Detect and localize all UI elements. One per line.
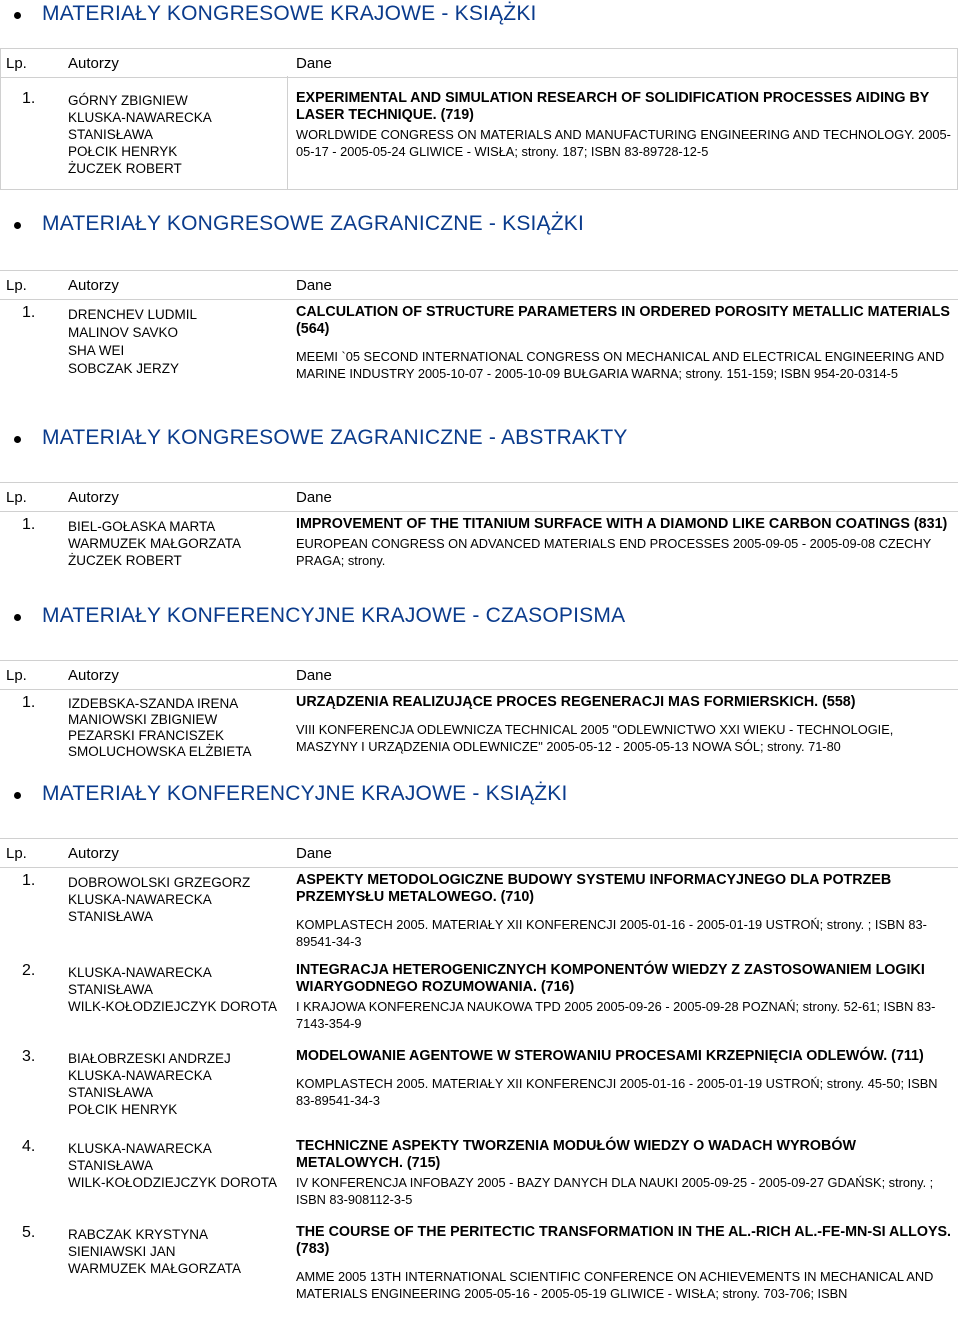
header-data: Dane <box>296 277 332 294</box>
header-authors: Autorzy <box>68 489 119 506</box>
publication-table <box>0 838 958 1338</box>
bullet-icon <box>14 792 21 799</box>
header-data: Dane <box>296 667 332 684</box>
author: WARMUZEK MAŁGORZATA <box>68 1261 242 1276</box>
header-data: Dane <box>296 55 332 72</box>
author: STANISŁAWA <box>68 1158 154 1173</box>
row-data <box>296 90 951 160</box>
table-header <box>0 48 958 78</box>
table-header <box>0 482 958 512</box>
author: SIENIAWSKI JAN <box>68 1244 176 1259</box>
author: MALINOV SAVKO <box>68 325 179 340</box>
author: BIAŁOBRZESKI ANDRZEJ <box>68 1051 231 1066</box>
table-header <box>0 270 958 300</box>
publication-info: I KRAJOWA KONFERENCJA NAUKOWA TPD 2005 2005-09-26 - 2005-09-28 POZNAŃ; strony. 52-61; ISBN 83-7143-354-9 <box>296 999 936 1031</box>
author: PEZARSKI FRANCISZEK <box>68 728 225 743</box>
author: KLUSKA-NAWARECKA <box>68 1141 212 1156</box>
publication-info: IV KONFERENCJA INFOBAZY 2005 - BAZY DANYCH DLA NAUKI 2005-09-25 - 2005-09-27 GDAŃSK; strony. ; ISBN 83-908112-3-5 <box>296 1175 934 1207</box>
publication-table <box>0 270 958 408</box>
section-title <box>0 602 960 636</box>
publication-info: EUROPEAN CONGRESS ON ADVANCED MATERIALS END PROCESSES 2005-09-05 - 2005-09-08 CZECHY PRAGA; strony. <box>296 536 932 568</box>
header-lp: Lp. <box>6 55 27 72</box>
publication-title: TECHNICZNE ASPEKTY TWORZENIA MODUŁÓW WIEDZY O WADACH WYROBÓW METALOWYCH. (715) <box>296 1138 856 1171</box>
row-data <box>296 962 951 1032</box>
bullet-icon <box>14 614 21 621</box>
row-number: 1. <box>22 90 36 107</box>
row-authors <box>68 1140 288 1191</box>
row-authors <box>68 306 288 378</box>
section-title-text: MATERIAŁY KONGRESOWE ZAGRANICZNE - KSIĄŻKI <box>42 212 585 235</box>
author: GÓRNY ZBIGNIEW <box>68 93 188 108</box>
author: STANISŁAWA <box>68 982 154 997</box>
row-authors <box>68 696 288 760</box>
row-number: 1. <box>22 516 36 533</box>
publication-table <box>0 660 958 770</box>
author: RABCZAK KRYSTYNA <box>68 1227 209 1242</box>
row-data <box>296 304 951 382</box>
header-authors: Autorzy <box>68 667 119 684</box>
section-title-text: MATERIAŁY KONFERENCYJNE KRAJOWE - CZASOPISMA <box>42 604 626 627</box>
author: BIEL-GOŁASKA MARTA <box>68 519 216 534</box>
section-title <box>0 0 960 34</box>
author: STANISŁAWA <box>68 127 154 142</box>
author: WILK-KOŁODZIEJCZYK DOROTA <box>68 1175 278 1190</box>
section-konferencyjne-krajowe-czasopisma <box>0 602 960 772</box>
publication-table <box>0 48 958 190</box>
author: KLUSKA-NAWARECKA <box>68 1068 212 1083</box>
header-lp: Lp. <box>6 667 27 684</box>
row-number: 1. <box>22 694 36 711</box>
row-authors <box>68 874 288 925</box>
header-authors: Autorzy <box>68 845 119 862</box>
author: WILK-KOŁODZIEJCZYK DOROTA <box>68 999 278 1014</box>
row-authors <box>68 92 288 177</box>
row-number: 2. <box>22 962 36 979</box>
row-number: 3. <box>22 1048 36 1065</box>
author: ŻUCZEK ROBERT <box>68 161 182 176</box>
row-authors <box>68 1226 288 1277</box>
publication-table <box>0 482 958 592</box>
publication-title: CALCULATION OF STRUCTURE PARAMETERS IN ORDERED POROSITY METALLIC MATERIALS (564) <box>296 304 950 337</box>
bullet-icon <box>14 12 21 19</box>
header-data: Dane <box>296 845 332 862</box>
publication-title: THE COURSE OF THE PERITECTIC TRANSFORMATION IN THE AL.-RICH AL.-FE-MN-SI ALLOYS. (783) <box>296 1224 951 1257</box>
row-number: 1. <box>22 872 36 889</box>
row-authors <box>68 964 288 1015</box>
row-authors <box>68 1050 288 1118</box>
row-number: 5. <box>22 1224 36 1241</box>
section-title-text: MATERIAŁY KONFERENCYJNE KRAJOWE - KSIĄŻKI <box>42 782 568 805</box>
section-kongresowe-krajowe-ksiazki <box>0 0 960 192</box>
section-title <box>0 210 960 244</box>
publication-title: ASPEKTY METODOLOGICZNE BUDOWY SYSTEMU INFORMACYJNEGO DLA POTRZEB PRZEMYSŁU METALOWEGO. (710) <box>296 872 892 905</box>
section-title <box>0 780 960 814</box>
table-header <box>0 838 958 868</box>
publication-title: IMPROVEMENT OF THE TITANIUM SURFACE WITH A DIAMOND LIKE CARBON COATINGS (831) <box>296 516 948 532</box>
author: WARMUZEK MAŁGORZATA <box>68 536 242 551</box>
author: STANISŁAWA <box>68 1085 154 1100</box>
publication-title: URZĄDZENIA REALIZUJĄCE PROCES REGENERACJI MAS FORMIERSKICH. (558) <box>296 694 856 710</box>
publication-info: VIII KONFERENCJA ODLEWNICZA TECHNICAL 2005 "ODLEWNICTWO XXI WIEKU - TECHNOLOGIE, MASZYNY I URZĄDZENIA ODLEWNICZE" 2005-05-12 - 2005-05-13 NOWA SÓL; strony. 71-80 <box>296 722 894 754</box>
publication-info: MEEMI `05 SECOND INTERNATIONAL CONGRESS ON MECHANICAL AND ELECTRICAL ENGINEERING AND MARINE INDUSTRY 2005-10-07 - 2005-10-09 BUŁGARIA WARNA; strony. 151-159; ISBN 954-20-0314-5 <box>296 349 945 381</box>
section-kongresowe-zagraniczne-ksiazki <box>0 210 960 410</box>
author: KLUSKA-NAWARECKA <box>68 892 212 907</box>
author: IZDEBSKA-SZANDA IRENA <box>68 696 239 711</box>
table-header <box>0 660 958 690</box>
author: SHA WEI <box>68 343 125 358</box>
row-data <box>296 872 951 950</box>
header-authors: Autorzy <box>68 55 119 72</box>
bullet-icon <box>14 222 21 229</box>
author: POŁCIK HENRYK <box>68 1102 178 1117</box>
row-data <box>296 1048 951 1109</box>
section-kongresowe-zagraniczne-abstrakty <box>0 424 960 594</box>
row-data <box>296 516 951 569</box>
bullet-icon <box>14 436 21 443</box>
row-number: 1. <box>22 304 36 321</box>
header-lp: Lp. <box>6 489 27 506</box>
author: ŻUCZEK ROBERT <box>68 553 182 568</box>
publication-title: EXPERIMENTAL AND SIMULATION RESEARCH OF SOLIDIFICATION PROCESSES AIDING BY LASER TECHNIQUE. (719) <box>296 90 930 123</box>
author: DRENCHEV LUDMIL <box>68 307 198 322</box>
publication-info: AMME 2005 13TH INTERNATIONAL SCIENTIFIC CONFERENCE ON ACHIEVEMENTS IN MECHANICAL AND MATERIALS ENGINEERING 2005-05-16 - 2005-05-19 GLIWICE - WISŁA; strony. 703-706; ISBN <box>296 1269 934 1301</box>
author: KLUSKA-NAWARECKA <box>68 965 212 980</box>
publication-info: WORLDWIDE CONGRESS ON MATERIALS AND MANUFACTURING ENGINEERING AND TECHNOLOGY. 2005-05-17 - 2005-05-24 GLIWICE - WISŁA; strony. 187; ISBN 83-89728-12-5 <box>296 127 951 159</box>
section-konferencyjne-krajowe-ksiazki <box>0 780 960 1339</box>
row-data <box>296 1138 951 1208</box>
header-data: Dane <box>296 489 332 506</box>
row-authors <box>68 518 288 569</box>
header-lp: Lp. <box>6 845 27 862</box>
row-data <box>296 694 951 755</box>
header-lp: Lp. <box>6 277 27 294</box>
author: SMOLUCHOWSKA ELŻBIETA <box>68 744 252 759</box>
author: SOBCZAK JERZY <box>68 361 180 376</box>
header-authors: Autorzy <box>68 277 119 294</box>
publication-info: KOMPLASTECH 2005. MATERIAŁY XII KONFERENCJI 2005-01-16 - 2005-01-19 USTROŃ; strony. 45-50; ISBN 83-89541-34-3 <box>296 1076 938 1108</box>
row-number: 4. <box>22 1138 36 1155</box>
author: DOBROWOLSKI GRZEGORZ <box>68 875 251 890</box>
section-title <box>0 424 960 458</box>
publication-info: KOMPLASTECH 2005. MATERIAŁY XII KONFERENCJI 2005-01-16 - 2005-01-19 USTROŃ; strony. ; ISBN 83-89541-34-3 <box>296 917 927 949</box>
publication-title: INTEGRACJA HETEROGENICZNYCH KOMPONENTÓW WIEDZY Z ZASTOSOWANIEM LOGIKI WIARYGODNEGO ROZUMOWANIA. (716) <box>296 962 925 995</box>
section-title-text: MATERIAŁY KONGRESOWE ZAGRANICZNE - ABSTRAKTY <box>42 426 628 449</box>
author: KLUSKA-NAWARECKA <box>68 110 212 125</box>
author: MANIOWSKI ZBIGNIEW <box>68 712 218 727</box>
section-title-text: MATERIAŁY KONGRESOWE KRAJOWE - KSIĄŻKI <box>42 2 537 25</box>
publication-title: MODELOWANIE AGENTOWE W STEROWANIU PROCESAMI KRZEPNIĘCIA ODLEWÓW. (711) <box>296 1048 924 1064</box>
row-data <box>296 1224 951 1302</box>
author: STANISŁAWA <box>68 909 154 924</box>
author: POŁCIK HENRYK <box>68 144 178 159</box>
